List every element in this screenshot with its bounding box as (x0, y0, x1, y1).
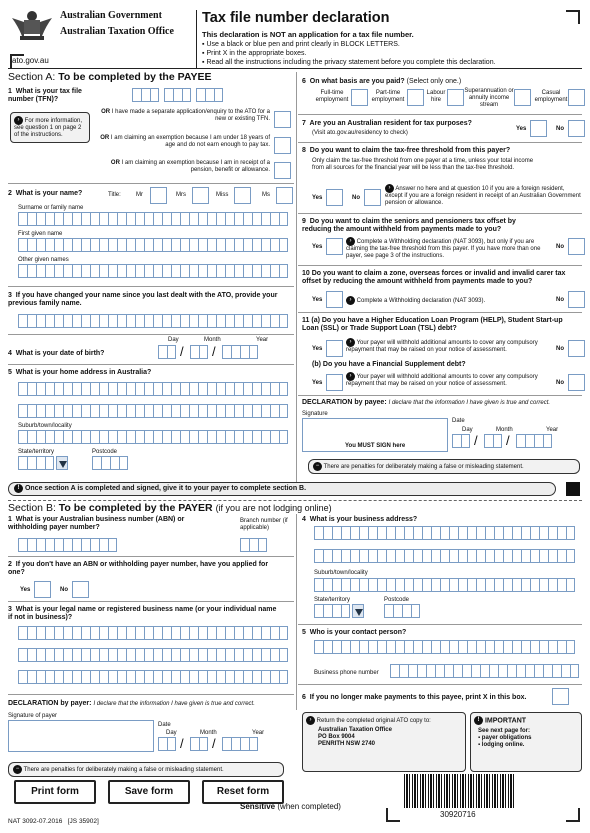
b-postcode-label: Postcode (384, 597, 410, 603)
phone-input[interactable] (390, 664, 579, 678)
q3-label: 3 If you have changed your name since you last dealt with the ATO, provide your previous family name. (8, 292, 278, 307)
section-a-title: Section A: To be completed by the PAYEE (8, 71, 212, 83)
q6-casual-checkbox[interactable] (568, 89, 585, 106)
payee-date-year[interactable] (516, 434, 552, 448)
other-names-label: Other given names (18, 257, 69, 263)
b-q6-label: 6 If you no longer make payments to this payee, print X in this box. (302, 694, 527, 701)
month-label: Month (496, 427, 513, 433)
q6-parttime-checkbox[interactable] (407, 89, 424, 106)
payer-signature-label: Signature of payer (8, 713, 58, 719)
day-label: Day (462, 427, 473, 433)
q8-label: 8 Do you want to claim the tax-free threshold from this payer? (302, 147, 511, 154)
q6-super-checkbox[interactable] (514, 89, 531, 106)
mrs-checkbox[interactable] (192, 187, 209, 204)
q6-parttime-label: Part-time employment (371, 90, 405, 103)
q1-label: 1 What is your tax file number (TFN)? (8, 88, 82, 103)
title-label: Title: (108, 192, 121, 198)
q7-hint: (Visit ato.gov.au/residency to check) (312, 130, 408, 136)
q11a-no-label: No (556, 346, 564, 352)
other-names-input[interactable] (18, 264, 288, 278)
abn-input[interactable] (18, 538, 117, 552)
q10-label: 10 Do you want to claim a zone, overseas forces or invalid and invalid carer tax offset by reducing the amount withheld from payments made to you? (302, 270, 566, 285)
q11b-no-checkbox[interactable] (568, 374, 585, 391)
previous-name-input[interactable] (18, 314, 288, 328)
q7-yes-checkbox[interactable] (530, 120, 547, 137)
b-q4-label: 4 What is your business address? (302, 516, 418, 523)
corner-mark (386, 808, 400, 822)
payer-penalty-note: − There are penalties for deliberately making a false or misleading statement. (8, 762, 284, 777)
q10-yes-checkbox[interactable] (326, 291, 343, 308)
q7-no-checkbox[interactable] (568, 120, 585, 137)
or3-checkbox[interactable] (274, 162, 291, 179)
b-state-dropdown[interactable] (352, 604, 364, 618)
q1-or3: OR I am claiming an exemption because I am in receipt of a pension, benefit or allowance. (110, 160, 270, 173)
payer-date-day[interactable] (158, 737, 176, 751)
b-q2-yes-label: Yes (20, 587, 31, 593)
dob-year-input[interactable] (222, 345, 258, 359)
business-address-input[interactable] (314, 526, 575, 540)
q2-label: 2 What is your name? (8, 190, 83, 197)
q6-label: 6 On what basis are you paid? (Select only one.) (302, 78, 462, 85)
corner-mark (10, 54, 24, 68)
q8-yes-label: Yes (312, 195, 323, 201)
payee-declaration: DECLARATION by payee: I declare that the information I have given is true and correct. (302, 399, 551, 406)
tfn-input[interactable] (196, 88, 223, 102)
black-marker (566, 482, 580, 496)
b-q3-label: 3 What is your legal name or registered business name (or your individual name if not in business)? (8, 606, 277, 621)
or2-checkbox[interactable] (274, 137, 291, 154)
year-label: Year (252, 730, 265, 736)
b-state-input[interactable] (314, 604, 350, 618)
day-label: Day (168, 337, 179, 343)
q10-yes-label: Yes (312, 297, 323, 303)
b-q2-no-checkbox[interactable] (72, 581, 89, 598)
mr-checkbox[interactable] (150, 187, 167, 204)
q6-fulltime-checkbox[interactable] (351, 89, 368, 106)
payer-date-year[interactable] (222, 737, 258, 751)
q11b-yes-label: Yes (312, 380, 323, 386)
year-label: Year (256, 337, 269, 343)
state-input[interactable] (18, 456, 54, 470)
q9-yes-checkbox[interactable] (326, 238, 343, 255)
q9-no-checkbox[interactable] (568, 238, 585, 255)
print-form-button[interactable]: Print form (14, 780, 96, 804)
form-title: Tax file number declaration (202, 10, 390, 26)
q6-labour-checkbox[interactable] (447, 89, 464, 106)
payer-declaration: DECLARATION by payer: I declare that the information I have given is true and correct. (8, 700, 255, 707)
branch-label: Branch number (if applicable) (240, 518, 288, 531)
corner-mark (566, 808, 580, 822)
dob-month-input[interactable] (190, 345, 208, 359)
b-q2-no-label: No (60, 587, 68, 593)
q1-or1: OR I have made a separate application/enquiry to the ATO for a new or existing TFN. (101, 109, 270, 122)
sensitive-label: Sensitive (when completed) (240, 802, 341, 811)
surname-label: Surname or family name (18, 205, 84, 211)
q8-text: Only claim the tax-free threshold from one payer at a time, unless your total income from all sources for the financial year will be less than the tax-free threshold. (312, 158, 534, 171)
important-box: ! IMPORTANT See next page for: ▪ payer obligations ▪ lodging online. (470, 712, 582, 772)
q10-note: › Complete a Withholding declaration (NAT 3093). (346, 296, 485, 305)
day-label: Day (166, 730, 177, 736)
b-state-label: State/territory (314, 597, 351, 603)
suburb-label: Suburb/town/locality (18, 423, 72, 429)
ato-url[interactable]: ato.gov.au (12, 56, 49, 65)
q6-super-label: Superannuation or annuity income stream (464, 88, 514, 108)
home-address-input[interactable] (18, 382, 288, 396)
q11a-yes-label: Yes (312, 346, 323, 352)
q9-note: › Complete a Withholding declaration (NAT 3093), but only if you are claiming the tax-free threshold from this payer. If you have more than one payer, see page 3 of the instructions. (346, 238, 541, 260)
state-dropdown[interactable] (56, 456, 68, 470)
b-suburb-input[interactable] (314, 578, 575, 592)
q11b-no-label: No (556, 380, 564, 386)
q5-label: 5 What is your home address in Australia? (8, 369, 152, 376)
q6-casual-label: Casual employment (534, 90, 568, 103)
q6-labour-label: Labour hire (426, 90, 446, 103)
phone-label: Business phone number (314, 670, 379, 676)
q11a-note: › Your payer will withhold additional amounts to cover any compulsory repayment that may be raised on your notice of assessment. (346, 339, 538, 354)
barcode (404, 774, 516, 808)
payer-date-label: Date (158, 722, 171, 728)
tfn-input[interactable] (164, 88, 191, 102)
coat-of-arms-icon (8, 6, 56, 46)
q10-no-label: No (556, 297, 564, 303)
q8-no-label: No (352, 195, 360, 201)
q6-fulltime-label: Full-time employment (315, 90, 349, 103)
must-sign-note: You MUST SIGN here (345, 443, 406, 449)
q11a-yes-checkbox[interactable] (326, 340, 343, 357)
payee-date-month[interactable] (484, 434, 502, 448)
mr-label: Mr (136, 192, 143, 198)
b-postcode-input[interactable] (384, 604, 420, 618)
gov-name: Australian Government (60, 10, 162, 21)
payer-signature-box[interactable] (8, 720, 154, 752)
q9-no-label: No (556, 244, 564, 250)
q11a-label: 11 (a) Do you have a Higher Education Loan Program (HELP), Student Start-up Loan (SSL) or Trade Support Loan (TSL) debt? (302, 317, 563, 332)
ato-name: Australian Taxation Office (60, 26, 174, 37)
barcode-number: 30920716 (440, 810, 476, 819)
branch-input[interactable] (240, 538, 267, 552)
postcode-label: Postcode (92, 449, 118, 455)
q8-answer-note: › Answer no here and at question 10 if you are a foreign resident, except if you are a foreign resident in receipt of an Australian Government pension or allowance. (385, 185, 581, 207)
b-q2-label: 2 If you don't have an ABN or withholding payer number, have you applied for one? (8, 561, 269, 576)
q11a-no-checkbox[interactable] (568, 340, 585, 357)
b-q6-checkbox[interactable] (552, 688, 569, 705)
b-q5-label: 5 Who is your contact person? (302, 629, 407, 636)
date-label: Date (452, 418, 465, 424)
save-form-button[interactable]: Save form (108, 780, 190, 804)
payee-penalty-note: − There are penalties for deliberately making a false or misleading statement. (308, 459, 580, 474)
q9-yes-label: Yes (312, 244, 323, 250)
b-suburb-label: Suburb/town/locality (314, 570, 368, 576)
ms-checkbox[interactable] (276, 187, 293, 204)
business-address-input[interactable] (314, 549, 575, 563)
q11b-note: › Your payer will withhold additional amounts to cover any compulsory repayment that may be raised on your notice of assessment. (346, 373, 538, 388)
surname-input[interactable] (18, 212, 288, 226)
tfn-input[interactable] (132, 88, 159, 102)
business-name-input[interactable] (18, 626, 288, 640)
return-address-box: › Return the completed original ATO copy to: Australian Taxation Office PO Box 9004 PENRITH NSW 2740 (302, 712, 466, 772)
q9-label: 9 Do you want to claim the seniors and pensioners tax offset by reducing the amount withheld from payments made to you? (302, 218, 516, 233)
or1-checkbox[interactable] (274, 111, 291, 128)
first-name-input[interactable] (18, 238, 288, 252)
postcode-input[interactable] (92, 456, 128, 470)
payer-date-month[interactable] (190, 737, 208, 751)
year-label: Year (546, 427, 559, 433)
b-q1-label: 1 What is your Australian business number (ABN) or withholding payer number? (8, 516, 185, 531)
first-name-label: First given name (18, 231, 63, 237)
q11b-label: (b) Do you have a Financial Supplement debt? (312, 361, 466, 368)
instructions-list: ▪ Use a black or blue pen and print clearly in BLOCK LETTERS. ▪ Print X in the appropriate boxes. ▪ Read all the instructions including the privacy statement before you complete this declaration. (202, 41, 496, 66)
corner-mark (566, 10, 580, 24)
section-b-title: Section B: To be completed by the PAYER (if you are not lodging online) (8, 502, 332, 514)
month-label: Month (204, 337, 221, 343)
q8-no-checkbox[interactable] (364, 189, 381, 206)
nat-code: NAT 3092-07.2016 [JS 35902] (8, 818, 99, 825)
q7-no-label: No (556, 126, 564, 132)
ms-label: Ms (262, 192, 270, 198)
payee-date-day[interactable] (452, 434, 470, 448)
q10-no-checkbox[interactable] (568, 291, 585, 308)
business-name-input[interactable] (18, 648, 288, 662)
q4-label: 4 What is your date of birth? (8, 350, 105, 357)
q7-label: 7 Are you an Australian resident for tax purposes? (302, 120, 472, 127)
form-subtitle: This declaration is NOT an application for a tax file number. (202, 30, 414, 39)
reset-form-button[interactable]: Reset form (202, 780, 284, 804)
home-address-input[interactable] (18, 404, 288, 418)
q7-yes-label: Yes (516, 126, 527, 132)
suburb-input[interactable] (18, 430, 288, 444)
mrs-label: Mrs (176, 192, 186, 198)
state-label: State/territory (18, 449, 55, 455)
miss-checkbox[interactable] (234, 187, 251, 204)
q11b-yes-checkbox[interactable] (326, 374, 343, 391)
q1-info-box: › For more information, see question 1 on page 2 of the instructions. (10, 112, 90, 143)
once-section-a-note: ! Once section A is completed and signed, give it to your payer to complete section B. (8, 482, 556, 496)
q1-or2: OR I am claiming an exemption because I am under 18 years of age and do not earn enough to pay tax. (100, 135, 270, 148)
b-q2-yes-checkbox[interactable] (34, 581, 51, 598)
contact-person-input[interactable] (314, 640, 575, 654)
month-label: Month (200, 730, 217, 736)
signature-label: Signature (302, 411, 328, 417)
q8-yes-checkbox[interactable] (326, 189, 343, 206)
business-name-input[interactable] (18, 670, 288, 684)
dob-day-input[interactable] (158, 345, 176, 359)
miss-label: Miss (216, 192, 229, 198)
